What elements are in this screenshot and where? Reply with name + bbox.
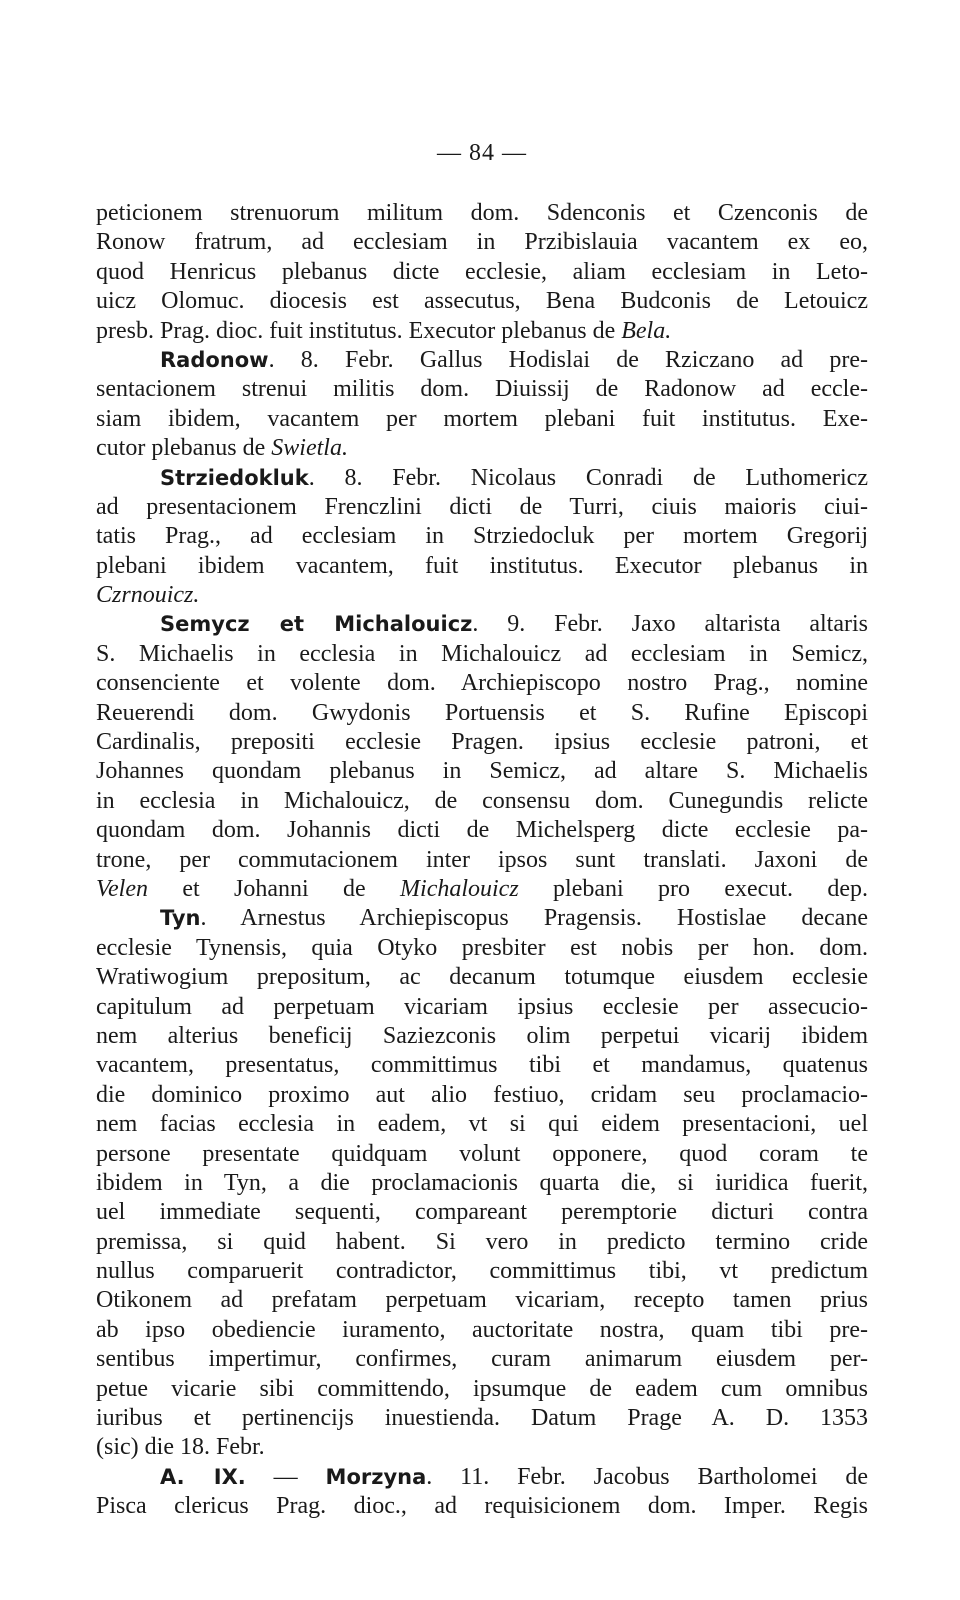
text-segment: presb. Prag. dioc. fuit institutus. Executor plebanus de: [96, 317, 622, 344]
text-line: [96, 1022, 868, 1051]
italic-text: Czrnouicz.: [96, 582, 200, 609]
text-segment: vacantem, presentatus, committimus tibi et mandamus, quatenus: [96, 1052, 868, 1079]
text-segment: et Johanni de: [147, 875, 401, 902]
text-segment: nem facias ecclesia in eadem, vt si qui eidem presentacioni, uel: [96, 1111, 868, 1138]
text-line: [96, 1433, 868, 1462]
text-line: [96, 1316, 868, 1345]
text-line: [96, 1110, 868, 1139]
text-segment: Cardinalis, prepositi ecclesie Pragen. ipsius ecclesie patroni, et: [96, 729, 868, 756]
text-line: [96, 1286, 868, 1315]
text-segment: plebani pro execut. dep.: [518, 875, 868, 902]
text-segment: iuribus et pertinencijs inuestienda. Datum Prage A. D. 1353: [96, 1405, 868, 1432]
text-segment: in ecclesia in Michalouicz, de consensu dom. Cunegundis relicte: [96, 787, 868, 814]
text-line: [96, 434, 868, 463]
text-segment: (sic) die 18. Febr.: [96, 1434, 265, 1461]
text-segment: Reuerendi dom. Gwydonis Portuensis et S. Rufine Episcopi: [96, 699, 868, 726]
text-line: [96, 228, 868, 257]
italic-text: Michalouicz: [400, 875, 519, 902]
text-segment: siam ibidem, vacantem per mortem plebani fuit institutus. Exe-: [96, 405, 868, 432]
text-line: [96, 317, 868, 346]
text-line: [96, 816, 868, 845]
italic-text: Velen: [96, 875, 148, 902]
text-line: [96, 1198, 868, 1227]
page-number: — 84 —: [437, 140, 527, 166]
text-segment: uicz Olomuc. diocesis est assecutus, Bena Budconis de Letouicz: [96, 288, 868, 315]
text-line: [96, 199, 868, 228]
text-segment: peticionem strenuorum militum dom. Sdenconis et Czenconis de: [96, 200, 868, 226]
text-line: [96, 581, 868, 610]
text-line: [96, 904, 868, 933]
entry-heading: Morzyna: [325, 1464, 427, 1489]
text-segment: ab ipso obediencie iuramento, auctoritate nostra, quam tibi pre-: [96, 1316, 868, 1343]
text-segment: . 11. Febr. Jacobus Bartholomei de: [426, 1463, 869, 1490]
text-segment: sentacionem strenui militis dom. Diuissij de Radonow ad eccle-: [96, 376, 868, 403]
text-line: [96, 552, 868, 581]
text-segment: cutor plebanus de: [96, 435, 272, 462]
text-line: [96, 787, 868, 816]
text-line: [96, 846, 868, 875]
italic-text: Bela.: [621, 317, 672, 344]
text-line: [96, 1140, 868, 1169]
text-line: [96, 699, 868, 728]
text-segment: capitulum ad perpetuam vicariam ipsius ecclesie per assecucio-: [96, 993, 868, 1020]
entry-heading: Strziedokluk: [160, 465, 309, 490]
text-segment: tatis Prag., ad ecclesiam in Strziedocluk per mortem Gregorij: [96, 523, 868, 550]
text-line: [96, 1345, 868, 1374]
text-segment: trone, per commutacionem inter ipsos sunt translati. Jaxoni de: [96, 846, 868, 873]
text-segment: Wratiwogium prepositum, ac decanum totumque eiusdem ecclesie: [96, 964, 868, 991]
text-line: [96, 1051, 868, 1080]
text-line: [96, 287, 868, 316]
text-segment: persone presentate quidquam volunt opponere, quod coram te: [96, 1140, 868, 1167]
text-segment: . 8. Febr. Gallus Hodislai de Rziczano ad pre-: [268, 346, 868, 373]
text-segment: S. Michaelis in ecclesia in Michalouicz ad ecclesiam in Semicz,: [96, 640, 868, 667]
text-segment: quod Henricus plebanus dicte ecclesie, aliam ecclesiam in Leto-: [96, 258, 868, 285]
text-segment: uel immediate sequenti, compareant peremptorie dicturi contra: [96, 1199, 868, 1226]
text-line: [96, 258, 868, 287]
entry-heading: Radonow: [160, 347, 269, 372]
text-segment: ad presentacionem Frenczlini dicti de Turri, ciuis maioris ciui-: [96, 493, 868, 520]
italic-text: Swietla.: [271, 435, 348, 462]
text-segment: die dominico proximo aut alio festiuo, cridam seu proclamacio-: [96, 1081, 868, 1108]
entry-heading: A. IX.: [160, 1464, 246, 1489]
text-segment: . Arnestus Archiepiscopus Pragensis. Hostislae decane: [200, 905, 868, 932]
text-line: [96, 522, 868, 551]
text-segment: plebani ibidem vacantem, fuit institutus. Executor plebanus in: [96, 552, 868, 579]
text-line: [96, 375, 868, 404]
text-segment: premissa, si quid habent. Si vero in predicto termino cride: [96, 1228, 868, 1255]
text-segment: nem alterius beneficij Saziezconis olim perpetui vicarij ibidem: [96, 1022, 868, 1049]
text-line: [96, 640, 868, 669]
text-line: [96, 934, 868, 963]
document-page: [96, 140, 868, 1522]
text-line: [96, 610, 868, 639]
text-line: [96, 1404, 868, 1433]
text-segment: Pisca clericus Prag. dioc., ad requisicionem dom. Imper. Regis: [96, 1493, 868, 1520]
text-line: [96, 493, 868, 522]
text-line: [96, 1228, 868, 1257]
text-segment: . 9. Febr. Jaxo altarista altaris: [472, 611, 869, 638]
text-line: [96, 993, 868, 1022]
text-segment: —: [245, 1463, 326, 1490]
text-line: [96, 346, 868, 375]
body-text: [96, 199, 868, 1522]
text-segment: ecclesie Tynensis, quia Otyko presbiter est nobis per hon. dom.: [96, 934, 868, 961]
text-segment: consenciente et volente dom. Archiepiscopo nostro Prag., nomine: [96, 670, 868, 697]
text-segment: Johannes quondam plebanus in Semicz, ad altare S. Michaelis: [96, 758, 868, 785]
text-line: [96, 963, 868, 992]
text-line: [96, 757, 868, 786]
text-segment: petue vicarie sibi committendo, ipsumque de eadem cum omnibus: [96, 1375, 868, 1402]
text-segment: Otikonem ad prefatam perpetuam vicariam, recepto tamen prius: [96, 1287, 868, 1314]
text-line: [96, 1257, 868, 1286]
text-line: [96, 728, 868, 757]
text-line: [96, 1463, 868, 1492]
text-line: [96, 1375, 868, 1404]
text-line: [96, 1492, 868, 1521]
text-line: [96, 1081, 868, 1110]
text-line: [96, 405, 868, 434]
text-line: [96, 669, 868, 698]
text-segment: Ronow fratrum, ad ecclesiam in Przibislauia vacantem ex eo,: [96, 229, 868, 256]
text-segment: sentibus impertimur, confirmes, curam animarum eiusdem per-: [96, 1346, 868, 1373]
text-segment: quondam dom. Johannis dicti de Michelsperg dicte ecclesie pa-: [96, 817, 868, 844]
entry-heading: Semycz et Michalouicz: [160, 612, 473, 637]
text-line: [96, 464, 868, 493]
text-segment: ibidem in Tyn, a die proclamacionis quarta die, si iuridica fuerit,: [96, 1169, 868, 1196]
text-segment: . 8. Febr. Nicolaus Conradi de Luthomericz: [308, 464, 868, 491]
text-segment: nullus comparuerit contradictor, committimus tibi, vt predictum: [96, 1258, 868, 1285]
text-line: [96, 875, 868, 904]
entry-heading: Tyn: [160, 906, 201, 931]
text-line: [96, 1169, 868, 1198]
